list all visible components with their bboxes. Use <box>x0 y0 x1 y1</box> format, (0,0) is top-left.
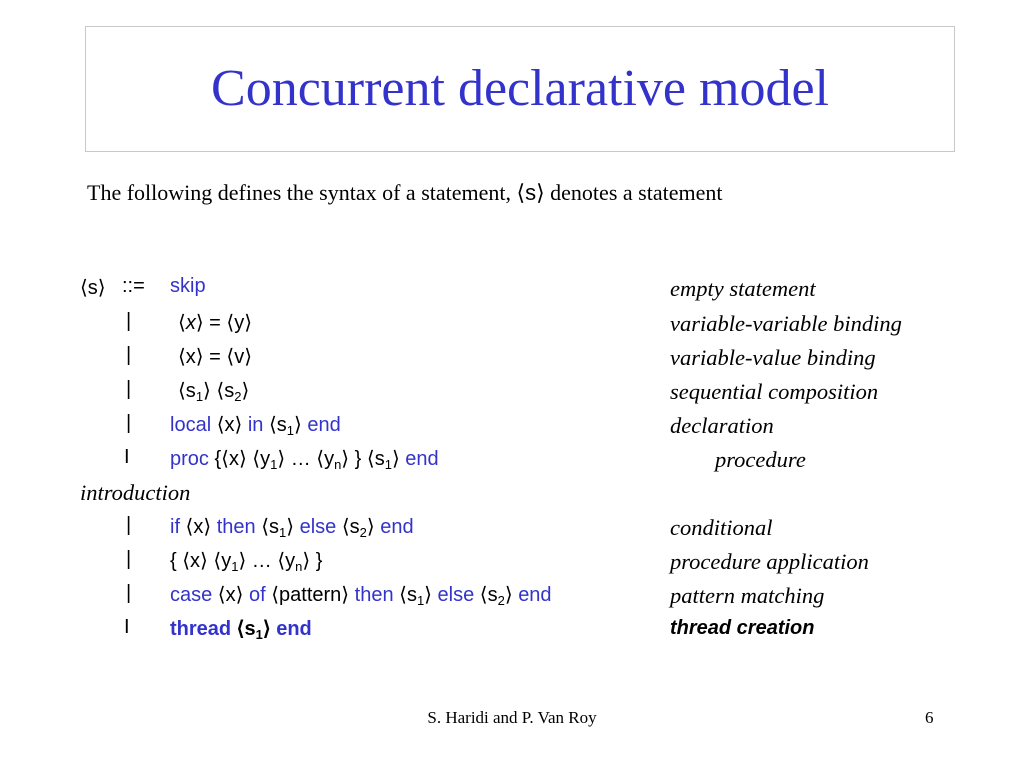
desc-sequential: sequential composition <box>670 379 879 404</box>
rule-var-value: ⟨x⟩ = ⟨v⟩ <box>178 346 253 368</box>
rule-case: case ⟨x⟩ of ⟨pattern⟩ then $⟨s_1⟩$ else $⟨s_2⟩$ end <box>170 584 552 608</box>
alt-bar: | <box>126 344 132 366</box>
footer-authors: S. Haridi and P. Van Roy <box>427 708 597 727</box>
rule-if: if ⟨x⟩ then $⟨s_1⟩$ else $⟨s_2⟩$ end <box>170 516 414 540</box>
rule-apply: { ⟨x⟩ $⟨y_1⟩$ … $⟨y_n⟩$ } <box>170 550 323 574</box>
desc-introduction: introduction <box>80 480 191 505</box>
rule-local: local ⟨x⟩ in $⟨s_1⟩$ end <box>170 414 341 438</box>
intro-text <box>87 180 722 206</box>
slide-title: Concurrent declarative model <box>211 60 829 117</box>
rule-sequential: $⟨s_1⟩$ $⟨s_2⟩$ <box>178 380 250 404</box>
desc-var-value: variable-value binding <box>670 345 876 370</box>
grammar-lhs: ⟨s⟩ <box>80 277 106 299</box>
intro-after: denotes a statement <box>544 180 723 205</box>
desc-conditional: conditional <box>670 515 773 540</box>
intro-before: The following defines the syntax of a statement, <box>87 180 517 205</box>
desc-application: procedure application <box>670 549 869 574</box>
alt-bar: | <box>126 514 132 536</box>
alt-bar: I <box>124 616 130 638</box>
desc-pattern-matching: pattern matching <box>670 583 825 608</box>
alt-bar: | <box>126 582 132 604</box>
desc-declaration: declaration <box>670 413 774 438</box>
rule-var-var: ⟨x⟩ = ⟨y⟩ <box>178 312 253 334</box>
alt-bar: | <box>126 310 132 332</box>
page-number: 6 <box>925 708 934 727</box>
alt-bar: | <box>126 548 132 570</box>
desc-thread-creation: thread creation <box>670 617 815 639</box>
grammar-defines: ::= <box>122 275 145 297</box>
desc-empty-statement: empty statement <box>670 276 816 301</box>
title-box <box>85 26 955 152</box>
alt-bar: | <box>126 412 132 434</box>
desc-var-var: variable-variable binding <box>670 311 902 336</box>
alt-bar: I <box>124 446 130 468</box>
alt-bar: | <box>126 378 132 400</box>
intro-symbol: ⟨s⟩ <box>516 180 545 205</box>
desc-procedure: procedure <box>715 447 806 472</box>
rule-skip: skip <box>170 275 206 297</box>
rule-proc: proc {⟨x⟩ $⟨y_1⟩$ … $⟨y_n⟩$ } $⟨s_1⟩$ end <box>170 448 439 472</box>
rule-thread: thread $⟨s_1⟩$ end <box>170 618 312 642</box>
